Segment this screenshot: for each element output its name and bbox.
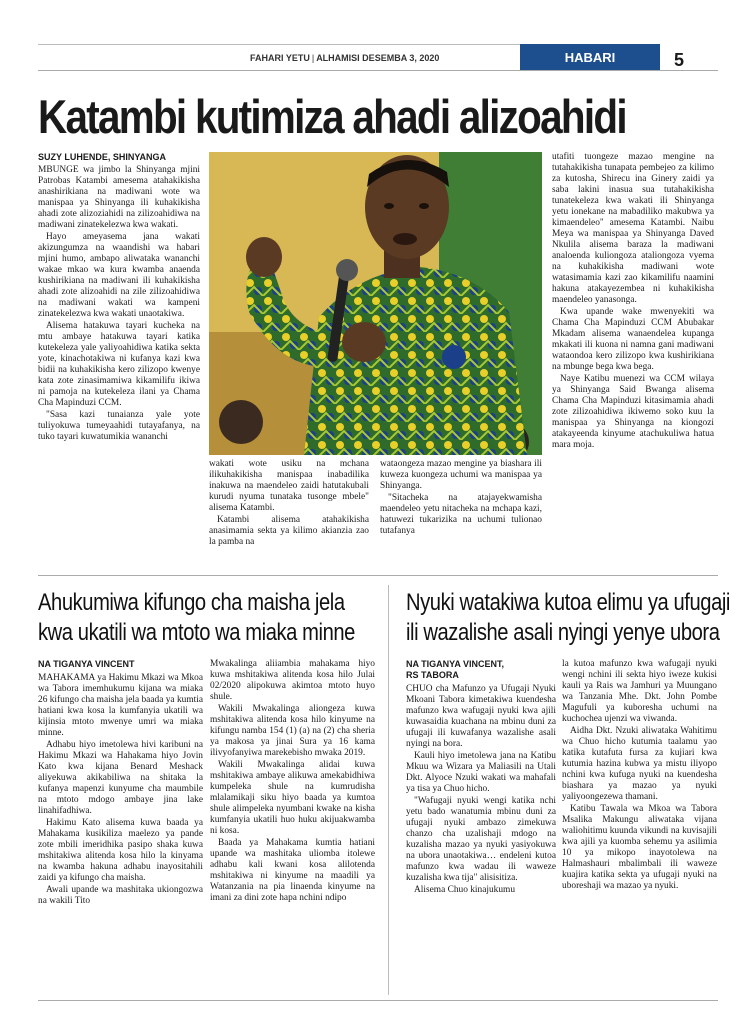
- lead-photo: [209, 152, 542, 455]
- paragraph: Naye Katibu muenezi wa CCM wilaya ya Shinyanga Said Bwanga alisema Chama Cha Mapinduzi kitasimamia ahadi zote zilizoahidiwa ikiwemo soko kuu la manispaa ya Shinyanga na kiongozi atakayeenda kinyume atachukuliwa hatua mara moja.: [552, 374, 714, 450]
- lead-column-4: [552, 152, 714, 567]
- paragraph: Kwa upande wake mwenyekiti wa Chama Cha Mapinduzi CCM Abubakar Mkadam alisema wanaendelea kupanga mkakati ili kuona ni namna gani madiwani wataondoa kero zilizopo kwa kushirikiana na mbunge bega kwa bega.: [552, 307, 714, 372]
- story3-headline-line2: ili wazalishe asali nyingi yenye ubora: [406, 619, 720, 646]
- lead-column-2: [209, 459, 369, 567]
- paragraph: MAHAKAMA ya Hakimu Mkazi wa Mkoa wa Tabora imemhukumu kijana wa miaka 26 kifungo cha maisha jela baada ya kumtia hatiani kwa kosa la kumfanyia ukatili wa kijinsia mtoto mwenye umri wa miaka minne.: [38, 673, 203, 738]
- paragraph: Adhabu hiyo imetolewa hivi karibuni na Hakimu Mkazi wa Hahakama hiyo Jovin Kato kwa kijana Benard Meshack aliyekuwa akikabiliwa na shitaka la kufanya mapenzi kunyume cha maumbile na mtoto mdogo ambaye jina lake linahifadhiwa.: [38, 740, 203, 816]
- footer-rule: [38, 1000, 718, 1001]
- header-bottom-rule: [38, 70, 718, 71]
- section-label: HABARI: [564, 49, 616, 65]
- publication-name: FAHARI YETU: [250, 53, 310, 63]
- paragraph: MBUNGE wa jimbo la Shinyanga mjini Patrobas Katambi amesema atahakikisha anashirikiana na madiwani wote wa manispaa ya Shinyanga ili kuhakikisha ahadi zote alizoziahidi na zilizoahidiwa na madiwani zinatekelezwa kwa wakati.: [38, 165, 200, 230]
- paragraph: Kauli hiyo imetolewa jana na Katibu Mkuu wa Wizara ya Maliasili na Utali Dkt. Alyoce Nzuki wakati wa mahafali ya tisa ya Chuo hicho.: [406, 751, 556, 794]
- paragraph: "Wafugaji nyuki wengi katika nchi yetu bado wanatumia mbinu duni za ufugaji nyuki ambazo zimekuwa chanzo cha uzalishaji mdogo na kuzalisha mazao ya nyuki yasiyokuwa na ubora unaotakiwa… endeleni kutoa mafunzo kwa wadau ili waweze kuzalisha kwa tija" alisisitiza.: [406, 796, 556, 883]
- story2-byline: NA TIGANYA VINCENT: [38, 659, 135, 669]
- paragraph: Awali upande wa mashitaka ukiongozwa na wakili Tito: [38, 885, 203, 906]
- lead-byline: SUZY LUHENDE, SHINYANGA: [38, 152, 167, 162]
- paragraph: Katibu Tawala wa Mkoa wa Tabora Msalika Makungu aliwataka vijana waliohitimu kuunda vikundi na kuvisajili kwa ajili ya kuomba sehemu ya asilimia 10 ya mikopo inayotolewa na Halmashauri mbalimbali ili waweze kuajira katika sekta ya ufugaji nyuki na uboreshaji wa mazao ya nyuki.: [562, 804, 717, 891]
- paragraph: Hakimu Kato alisema kuwa baada ya Mahakama kusikiliza maelezo ya pande zote mbili imeridhika pasipo shaka kuwa mshitakiwa alitenda kosa hilo la kinyama na kwamba hakuna adhabu inayositahili zaidi ya kifungo cha maisha.: [38, 818, 203, 883]
- paragraph: Wakili Mwakalinga alidai kuwa mshitakiwa ambaye alikuwa amekabidhiwa kumpeleka shule na kumrudisha mlalamikaji siku hiyo baada ya kumtoa shule alimpeleka nyumbani kwake na kisha kumfanyia ukatili huo huku akijuakwamba ni kosa.: [210, 760, 375, 836]
- paragraph: Mwakalinga aliiambia mahakama hiyo kuwa mshitakiwa alitenda kosa hilo Julai 02/2020 alipokuwa akimtoa mtoto huyo shule.: [210, 659, 375, 702]
- lead-column-3: [380, 459, 542, 567]
- header-meta: FAHARI YETU | ALHAMISI DESEMBA 3, 2020: [250, 53, 440, 63]
- column-divider: [388, 585, 389, 995]
- paragraph: la kutoa mafunzo kwa wafugaji nyuki wengi nchini ili sekta hiyo iweze kukisi kauli ya Rais wa Jamhuri ya Muungano wa Tanzania Mhe. Dkt. John Pombe Magufuli ya kuboresha uchumi na kuchochea ujenzi wa viwanda.: [562, 659, 717, 724]
- paragraph: wakati wote usiku na mchana ilikuhakikisha manispaa inabadilika inakuwa na maendeleo zaidi hatutakubali kurudi nyuma tunataka tusonge mbele" alisema Katambi.: [209, 459, 369, 513]
- speaker-illustration: [209, 152, 542, 455]
- header-top-rule: [38, 44, 548, 45]
- paragraph: Aidha Dkt. Nzuki aliwataka Wahitimu wa Chuo hicho kutumia taalamu yao katika kutafuta fursa za kujiari kwa kutumia hazina kubwa ya mistu iliyopo nchini kwa kufuga nyuki na kuendesha biashara ya mazao ya nyuki yaliyoongezewa thamani.: [562, 726, 717, 802]
- paragraph: "Sitacheka na atajayekwamisha maendeleo yetu nitacheka na mchapa kazi, hatuwezi tukarizika na uchumi tulionao tutafanya: [380, 493, 542, 536]
- lead-headline: Katambi kutimiza ahadi alizoahidi: [38, 90, 626, 143]
- story3-byline-line2: RS TABORA: [406, 670, 459, 680]
- section-divider: [38, 575, 718, 576]
- story3-headline-line1: Nyuki watakiwa kutoa elimu ya ufugaji: [406, 589, 730, 616]
- paragraph: Hayo ameyasema jana wakati akizungumza na waandishi wa habari mjini humo, ambapo aliwataka wananchi wakae mkao wa kura kwamba anaenda kushirikiana na madiwani ili kuhakikisha ahadi zote alizoahidi na zile zilizoahidiwa na madiwani wakati wa kampeni zinatekelezwa kwa wakati unaotakiwa.: [38, 232, 200, 319]
- paragraph: Alisema Chuo kinajukumu: [414, 885, 516, 895]
- page-number: 5: [674, 50, 685, 70]
- paragraph: CHUO cha Mafunzo ya Ufugaji Nyuki Mkoani Tabora kimetakiwa kuendesha mafunzo kwa wafugaji nyuki kwa ajili kuwasaidia kuachana na mbinu duni za ufugaji ili kuwafanya wazalishe asali nyingi na bora.: [406, 684, 556, 749]
- story2-headline-line1: Ahukumiwa kifungo cha maisha jela: [38, 589, 345, 616]
- lead-column-1: [38, 165, 200, 565]
- paragraph: utafiti tuongeze mazao mengine na tutahakikisha tunapata pembejeo za kilimo za kutosha, Shirecu ina Ginery zaidi ya saba lakini inasua sua tutahakikisha tunatekeleza kwa wakati ili Shinyanga yetu ionekane na mabadiliko makubwa ya kimaendeleo" amesema Katambi. Naibu Meya wa manispaa ya Shinyanga Daved Nkulila alisema baraza la madiwani analoenda kuliongoza ataliongoza vyema na kuhakikisha madiwani wote watasimamia kazi zao kikamilifu naamini hakuna atakayezembea ni kuhakikisha maendeleo yanasonga.: [552, 152, 714, 305]
- story3-column-2: [562, 659, 717, 995]
- paragraph: "Sasa kazi tunaianza yale yote tuliyokuwa tumeyaahidi tutayafanya, na tuko tayari kuwatumikia wananchi: [38, 410, 200, 442]
- story3-column-1: [406, 684, 556, 995]
- paragraph: Katambi alisema atahakikisha anasimamia sekta ya kilimo akianzia zao la pamba na: [209, 515, 369, 547]
- story2-column-2: [210, 659, 375, 995]
- paragraph: Alisema hatakuwa tayari kucheka na mtu ambaye hatakuwa tayari katika kutekeleza yale yaliyoahidiwa katika sekta yote, kinachotakiwa ni kufanya kazi kwa bidii na kuhakikisha kero zilizopo kwenye kata zote zinasimamiwa kikamilifu ikiwa ni pamoja na kutekeleza ilani ya Chama Cha Mapinduzi CCM.: [38, 321, 200, 408]
- section-tab: [520, 44, 660, 70]
- paragraph: Wakili Mwakalinga aliongeza kuwa mshitakiwa alitenda kosa hilo kinyume na kifungu namba 154 (1) (a) na (2) cha sheria ya makosa ya jinai Sura ya 16 kama ilivyofanyiwa marekebisho mwaka 2019.: [210, 704, 375, 758]
- paragraph: wataongeza mazao mengine ya biashara ili kuweza kuongeza uchumi wa manispaa ya Shinyanga.: [380, 459, 542, 491]
- story2-column-1: [38, 673, 203, 995]
- story2-headline-line2: kwa ukatili wa mtoto wa miaka minne: [38, 619, 355, 646]
- issue-date: ALHAMISI DESEMBA 3, 2020: [316, 53, 440, 63]
- story3-byline-line1: NA TIGANYA VINCENT,: [406, 659, 505, 669]
- paragraph: Baada ya Mahakama kumtia hatiani upande wa mashitaka uliomba itolewe adhabu kali kwani kosa alilotenda mshitakiwa ni kinyume na maadili ya Watanzania na pia linaenda kinyume na imani za dini zote hapa nchini ndipo: [210, 838, 375, 903]
